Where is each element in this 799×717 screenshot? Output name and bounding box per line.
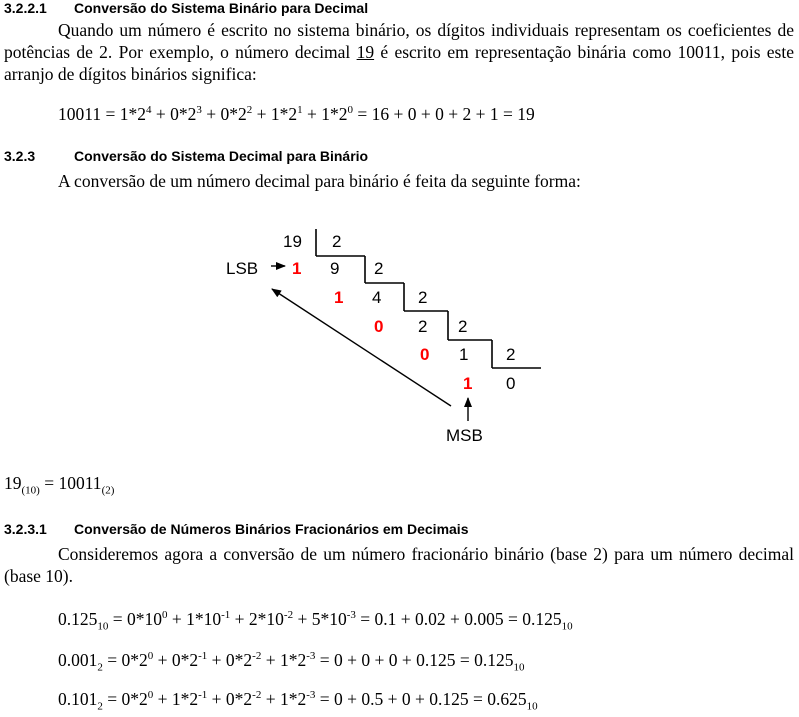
heading-number: 3.2.3.1 [4, 521, 47, 537]
eq-part: = 0 + 0.5 + 0 + 0.125 = 0.625 [315, 689, 527, 709]
dividend: 19 [283, 232, 302, 251]
equation-binary-fraction-2 [58, 689, 538, 713]
paragraph-32231: Consideremos agora a conversão de um número fracionário binário (base 2) para um número decimal (base 10). [4, 544, 794, 586]
eq-exp: -1 [198, 689, 208, 702]
eq-exp: 0 [147, 650, 154, 663]
result-sub: (10) [21, 484, 40, 497]
result-part: 19 [4, 473, 22, 493]
eq-part: + 1*2 [261, 650, 307, 670]
eq-part: + 1*2 [261, 689, 307, 709]
eq-sub: 10 [561, 620, 573, 633]
eq-exp: 0 [347, 104, 353, 117]
divisor: 2 [418, 288, 428, 307]
eq-exp: -2 [252, 689, 262, 702]
remainder: 1 [463, 374, 473, 393]
paragraph-text: Quando um número é escrito no sistema binário, os dígitos individuais representam os coeficientes de potências de 2. Por exemplo, o número decimal [4, 20, 794, 62]
dividend: 4 [372, 288, 382, 307]
dividend: 9 [330, 259, 340, 278]
eq-exp: 1 [297, 104, 303, 117]
eq-part: = 0.1 + 0.02 + 0.005 = 0.125 [355, 609, 562, 629]
eq-part: + 2*10 [230, 609, 284, 629]
eq-exp: -1 [198, 650, 208, 663]
eq-sub: 2 [97, 661, 103, 674]
dividend: 2 [418, 317, 428, 336]
eq-part: 10011 = 1*2 [58, 104, 146, 124]
eq-exp: 0 [147, 689, 154, 702]
eq-part: = 0*10 [108, 609, 162, 629]
eq-sub: 10 [97, 620, 109, 633]
heading-title: Conversão do Sistema Decimal para Binário [74, 148, 369, 164]
eq-sub: 10 [513, 661, 525, 674]
eq-exp: -3 [306, 650, 316, 663]
divisor: 2 [506, 345, 516, 364]
eq-part: = 0*2 [102, 689, 148, 709]
eq-part: + 1*2 [153, 689, 199, 709]
eq-part: + 0*2 [207, 689, 253, 709]
lsb-label: LSB [226, 259, 259, 278]
eq-part: 0.001 [58, 650, 98, 670]
eq-part: 0.101 [58, 689, 98, 709]
eq-part: + 0*2 [153, 650, 199, 670]
remainder: 0 [374, 317, 384, 336]
eq-exp: -2 [283, 609, 294, 622]
conversion-result [4, 473, 115, 497]
paragraph-text: é escrito em representação binária como 10011, pois este arranjo de dígitos binários significa: [4, 42, 794, 84]
heading-32231 [4, 521, 468, 537]
eq-part: 0.125 [58, 609, 98, 629]
eq-part: + 0*2 [151, 104, 197, 124]
eq-exp: 0 [162, 609, 168, 622]
eq-sub: 2 [97, 700, 103, 713]
eq-part: + 0*2 [201, 104, 247, 124]
underlined-number: 19 [356, 42, 375, 62]
remainder: 1 [334, 288, 344, 307]
equation-decimal-fraction [58, 609, 573, 633]
eq-exp: 4 [145, 104, 152, 117]
dividend: 0 [506, 374, 516, 393]
eq-part: + 1*2 [252, 104, 298, 124]
result-sub: (2) [101, 484, 115, 497]
eq-part: + 1*2 [302, 104, 348, 124]
paragraph-323: A conversão de um número decimal para binário é feita da seguinte forma: [58, 171, 581, 191]
msb-label: MSB [446, 426, 483, 445]
divisor: 2 [374, 259, 384, 278]
eq-part: = 0 + 0 + 0 + 0.125 = 0.125 [315, 650, 514, 670]
eq-exp: -3 [346, 609, 356, 622]
eq-exp: 3 [196, 104, 202, 117]
eq-sub: 10 [526, 700, 538, 713]
heading-number: 3.2.2.1 [4, 0, 47, 16]
heading-number: 3.2.3 [4, 148, 36, 164]
remainder: 1 [292, 259, 302, 278]
eq-exp: -3 [306, 689, 316, 702]
divisor: 2 [458, 317, 468, 336]
remainder: 0 [420, 345, 430, 364]
eq-part: + 0*2 [207, 650, 253, 670]
equation-binary-fraction-1 [58, 650, 525, 674]
heading-title: Conversão do Sistema Binário para Decimal [74, 0, 369, 16]
eq-part: + 1*10 [167, 609, 222, 629]
eq-exp: -1 [221, 609, 231, 622]
eq-exp: -2 [252, 650, 262, 663]
eq-part: + 5*10 [293, 609, 347, 629]
dividend: 1 [459, 345, 469, 364]
heading-title: Conversão de Números Binários Fracionários em Decimais [74, 521, 469, 537]
eq-exp: 2 [246, 104, 253, 117]
eq-part: = 16 + 0 + 0 + 2 + 1 = 19 [352, 104, 535, 124]
eq-part: = 0*2 [102, 650, 148, 670]
result-part: = 10011 [39, 473, 102, 493]
divisor: 2 [332, 232, 342, 251]
